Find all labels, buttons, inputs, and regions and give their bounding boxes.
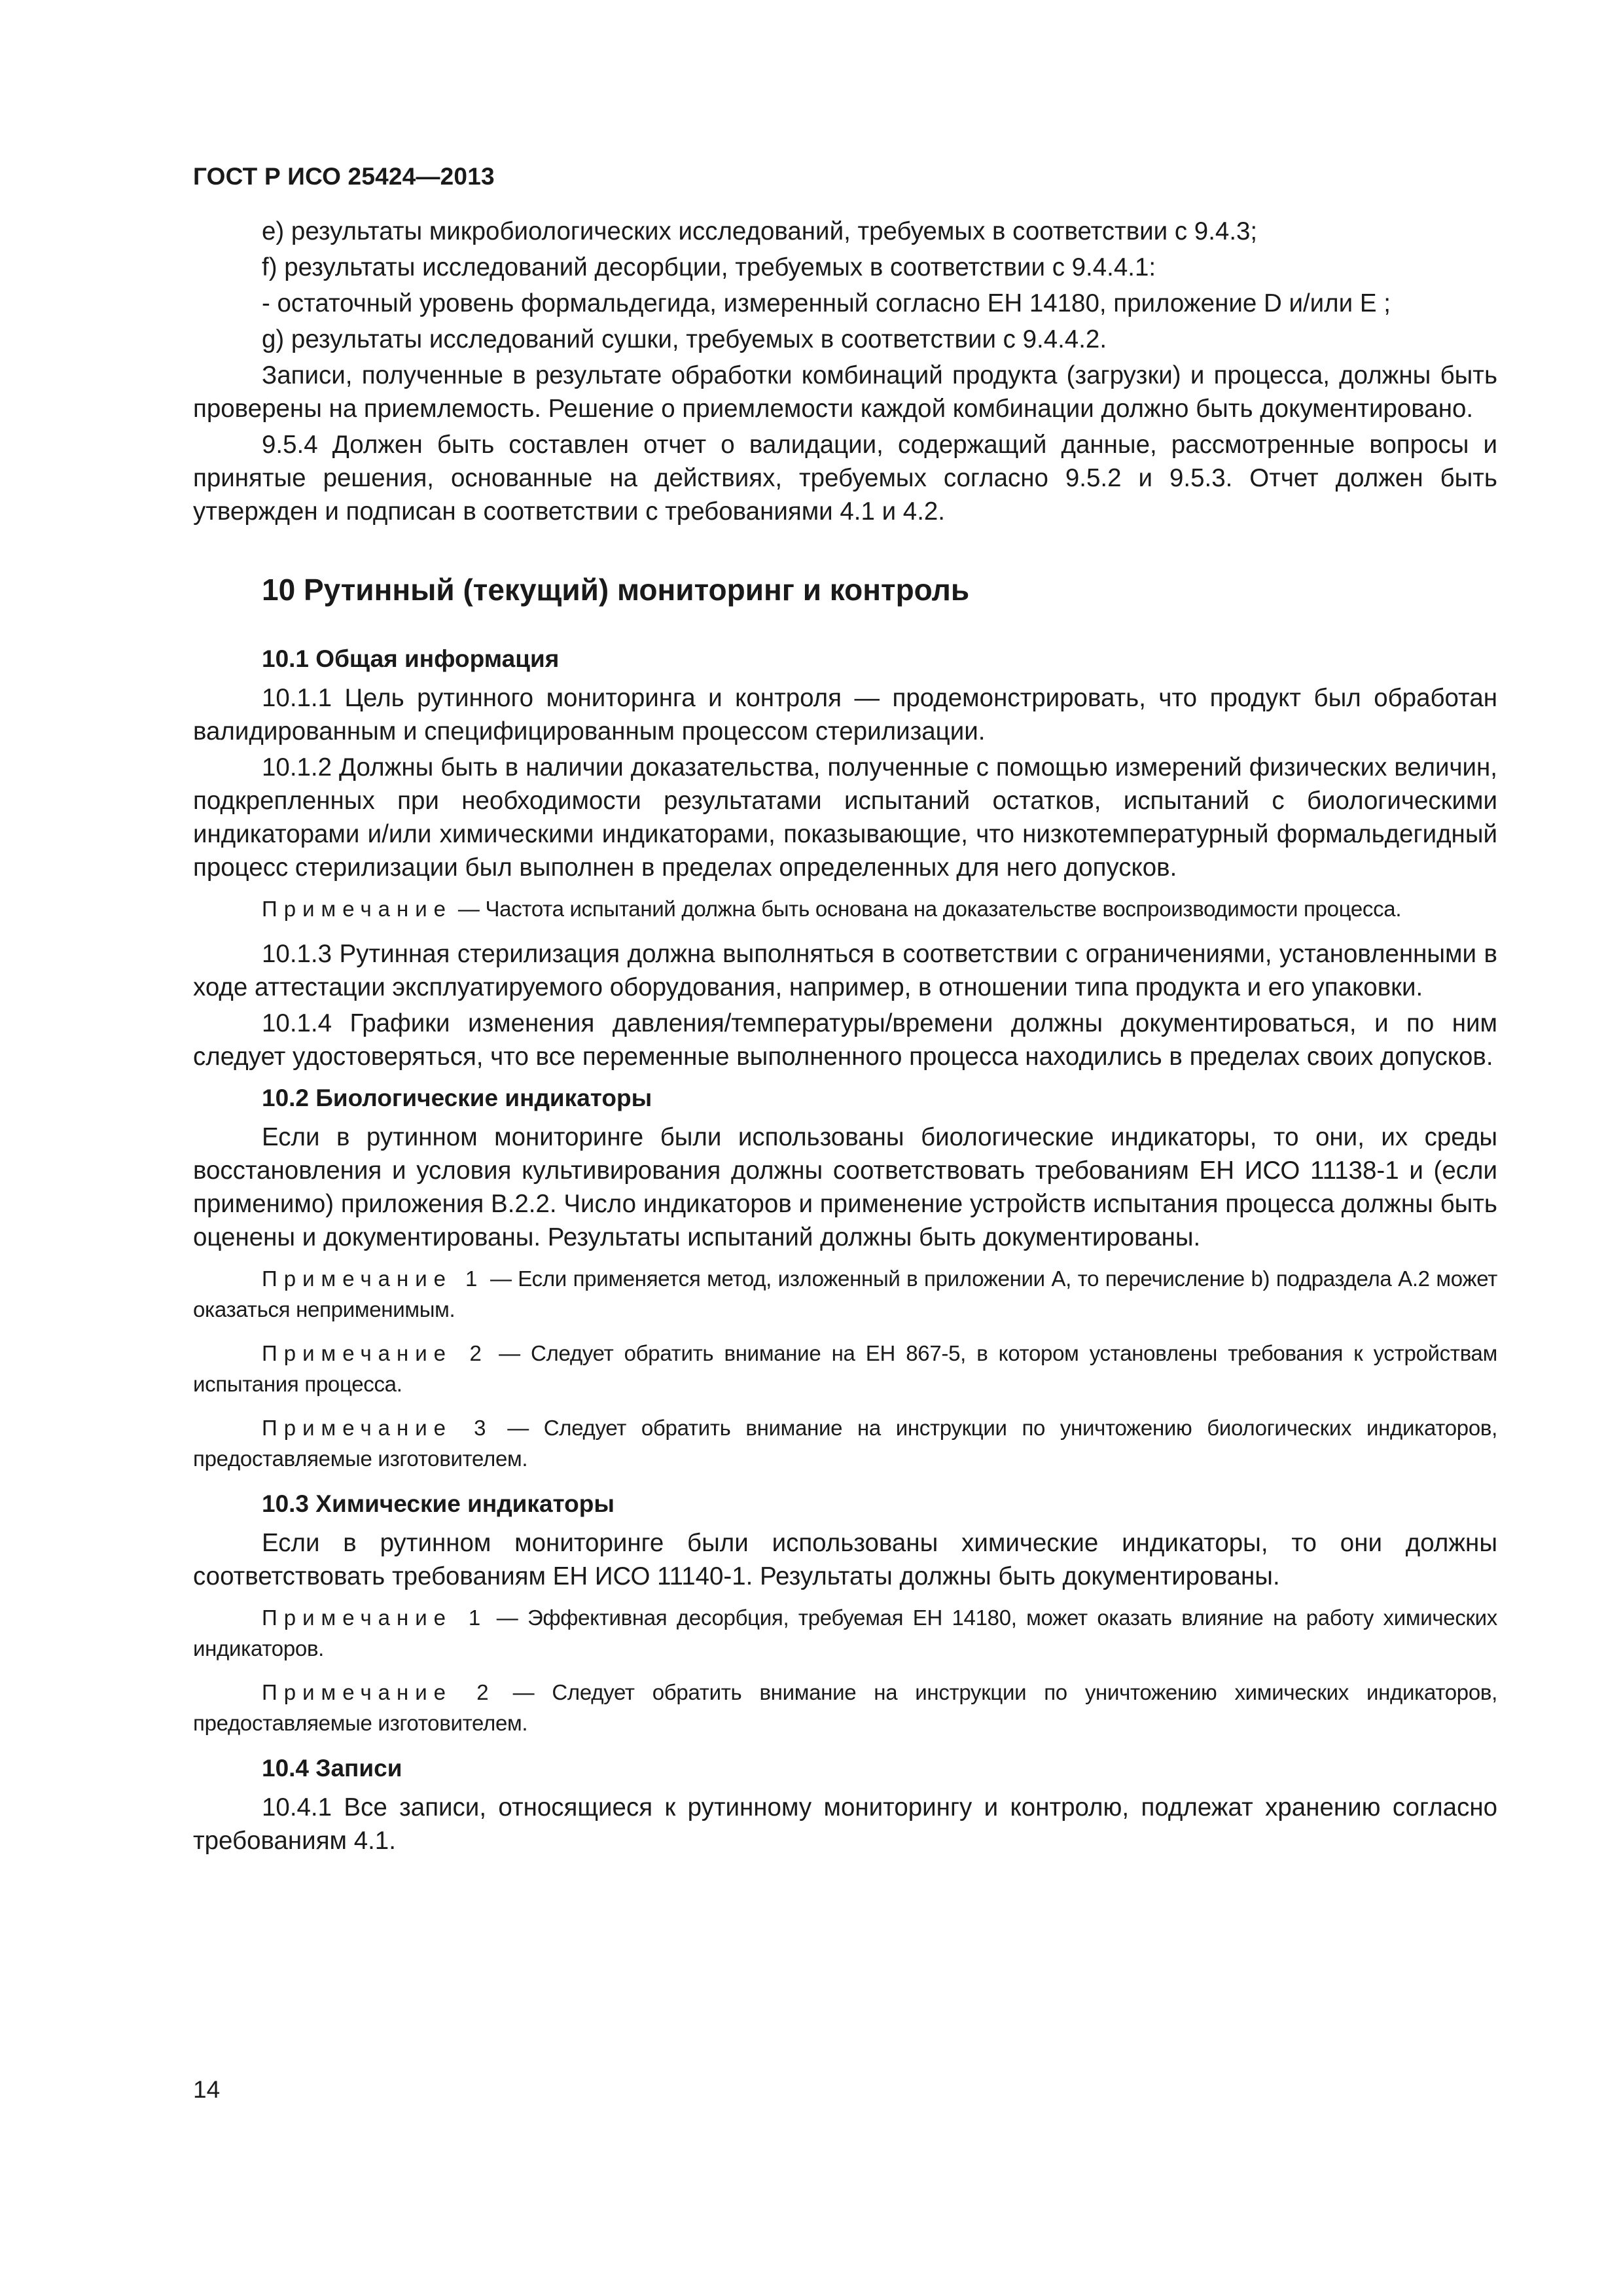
subsection-10-2-title: 10.2 Биологические индикаторы [262, 1085, 652, 1111]
note-text: — Частота испытаний должна быть основана на доказательстве воспроизводимости процесса. [452, 897, 1402, 921]
note-text: — Эффективная десорбция, требуемая ЕН 14180, может оказать влияние на работу химических индикаторов. [193, 1605, 1498, 1660]
subsection-10-3-title: 10.3 Химические индикаторы [262, 1490, 615, 1517]
paragraph-10-1-3: 10.1.3 Рутинная стерилизация должна выполняться в соответствии с ограничениями, установленными в ходе аттестации эксплуатируемого оборудования, например, в отношении типа продукта и его упаковки. [193, 940, 1497, 1001]
paragraph-10-4-1: 10.4.1 Все записи, относящиеся к рутинному мониторингу и контролю, подлежат хранению согласно требованиям 4.1. [193, 1793, 1497, 1855]
note-10-3-2 [193, 1677, 1497, 1738]
page-number: 14 [193, 2076, 221, 2103]
list-item-e: e) результаты микробиологических исследований, требуемых в соответствии с 9.4.3; [262, 217, 1258, 245]
note-10-2-2 [193, 1338, 1497, 1399]
paragraph-10-1-1: 10.1.1 Цель рутинного мониторинга и контроля — продемонстрировать, что продукт был обработан валидированным и специфицированным процессом стерилизации. [193, 684, 1497, 745]
note-label: Примечание [262, 897, 453, 921]
note-label: Примечание 2 [262, 1680, 495, 1704]
note-10-2-3 [193, 1412, 1497, 1474]
paragraph-10-3: Если в рутинном мониторинге были использованы химические индикаторы, то они должны соответствовать требованиям ЕН ИСО 11140-1. Результаты должны быть документированы. [193, 1529, 1497, 1590]
subsection-10-4-title: 10.4 Записи [262, 1755, 402, 1782]
note-text: — Если применяется метод, изложенный в приложении А, то перечисление b) подраздела А.2 может оказаться неприменимым. [193, 1266, 1498, 1321]
note-text: — Следует обратить внимание на ЕН 867-5, в котором установлены требования к устройствам испытания процесса. [193, 1341, 1497, 1396]
list-item-f: f) результаты исследований десорбции, требуемых в соответствии с 9.4.4.1: [262, 253, 1156, 281]
note-10-1 [193, 893, 1497, 924]
list-item-g: g) результаты исследований сушки, требуемых в соответствии с 9.4.4.2. [262, 325, 1107, 353]
note-label: Примечание 3 [262, 1416, 493, 1440]
paragraph-10-1-4: 10.1.4 Графики изменения давления/температуры/времени должны документироваться, и по ним следует удостоверяться, что все переменные выполненного процесса находились в пределах своих допусков. [193, 1009, 1497, 1071]
document-header: ГОСТ Р ИСО 25424—2013 [193, 163, 495, 190]
note-label: Примечание 2 [262, 1341, 488, 1365]
note-label: Примечание 1 [262, 1266, 484, 1291]
note-text: — Следует обратить внимание на инструкции по уничтожению химических индикаторов, предоставляемые изготовителем. [193, 1680, 1497, 1735]
list-item-dash: - остаточный уровень формальдегида, измеренный согласно ЕН 14180, приложение D и/или Е ; [262, 289, 1391, 317]
section-10-title: 10 Рутинный (текущий) мониторинг и контроль [262, 573, 970, 607]
note-10-2-1 [193, 1263, 1497, 1325]
note-text: — Следует обратить внимание на инструкции по уничтожению биологических индикаторов, предоставляемые изготовителем. [193, 1416, 1497, 1471]
paragraph-10-2: Если в рутинном мониторинге были использованы биологические индикаторы, то они, их среды восстановления и условия культивирования должны соответствовать требованиям ЕН ИСО 11138-1 и (если применимо) приложения В.2.2. Число индикаторов и применение устройств испытания процесса должны быть оценены и документированы. Результаты испытаний должны быть документированы. [193, 1123, 1497, 1251]
document-page [193, 157, 1497, 1860]
paragraph-9-5-4: 9.5.4 Должен быть составлен отчет о валидации, содержащий данные, рассмотренные вопросы и принятые решения, основанные на действиях, требуемых согласно 9.5.2 и 9.5.3. Отчет должен быть утвержден и подписан в соответствии с требованиями 4.1 и 4.2. [193, 431, 1497, 526]
note-10-3-1 [193, 1602, 1497, 1664]
subsection-10-1-title: 10.1 Общая информация [262, 645, 560, 672]
paragraph-10-1-2: 10.1.2 Должны быть в наличии доказательства, полученные с помощью измерений физических величин, подкрепленных при необходимости результатами испытаний остатков, испытаний с биологическими индикаторами и/или химическими индикаторами, показывающие, что низкотемпературный формальдегидный процесс стерилизации был выполнен в пределах определенных для него допусков. [193, 753, 1497, 882]
note-label: Примечание 1 [262, 1605, 488, 1630]
paragraph-records: Записи, полученные в результате обработки комбинаций продукта (загрузки) и процесса, должны быть проверены на приемлемость. Решение о приемлемости каждой комбинации должно быть документировано. [193, 361, 1497, 423]
